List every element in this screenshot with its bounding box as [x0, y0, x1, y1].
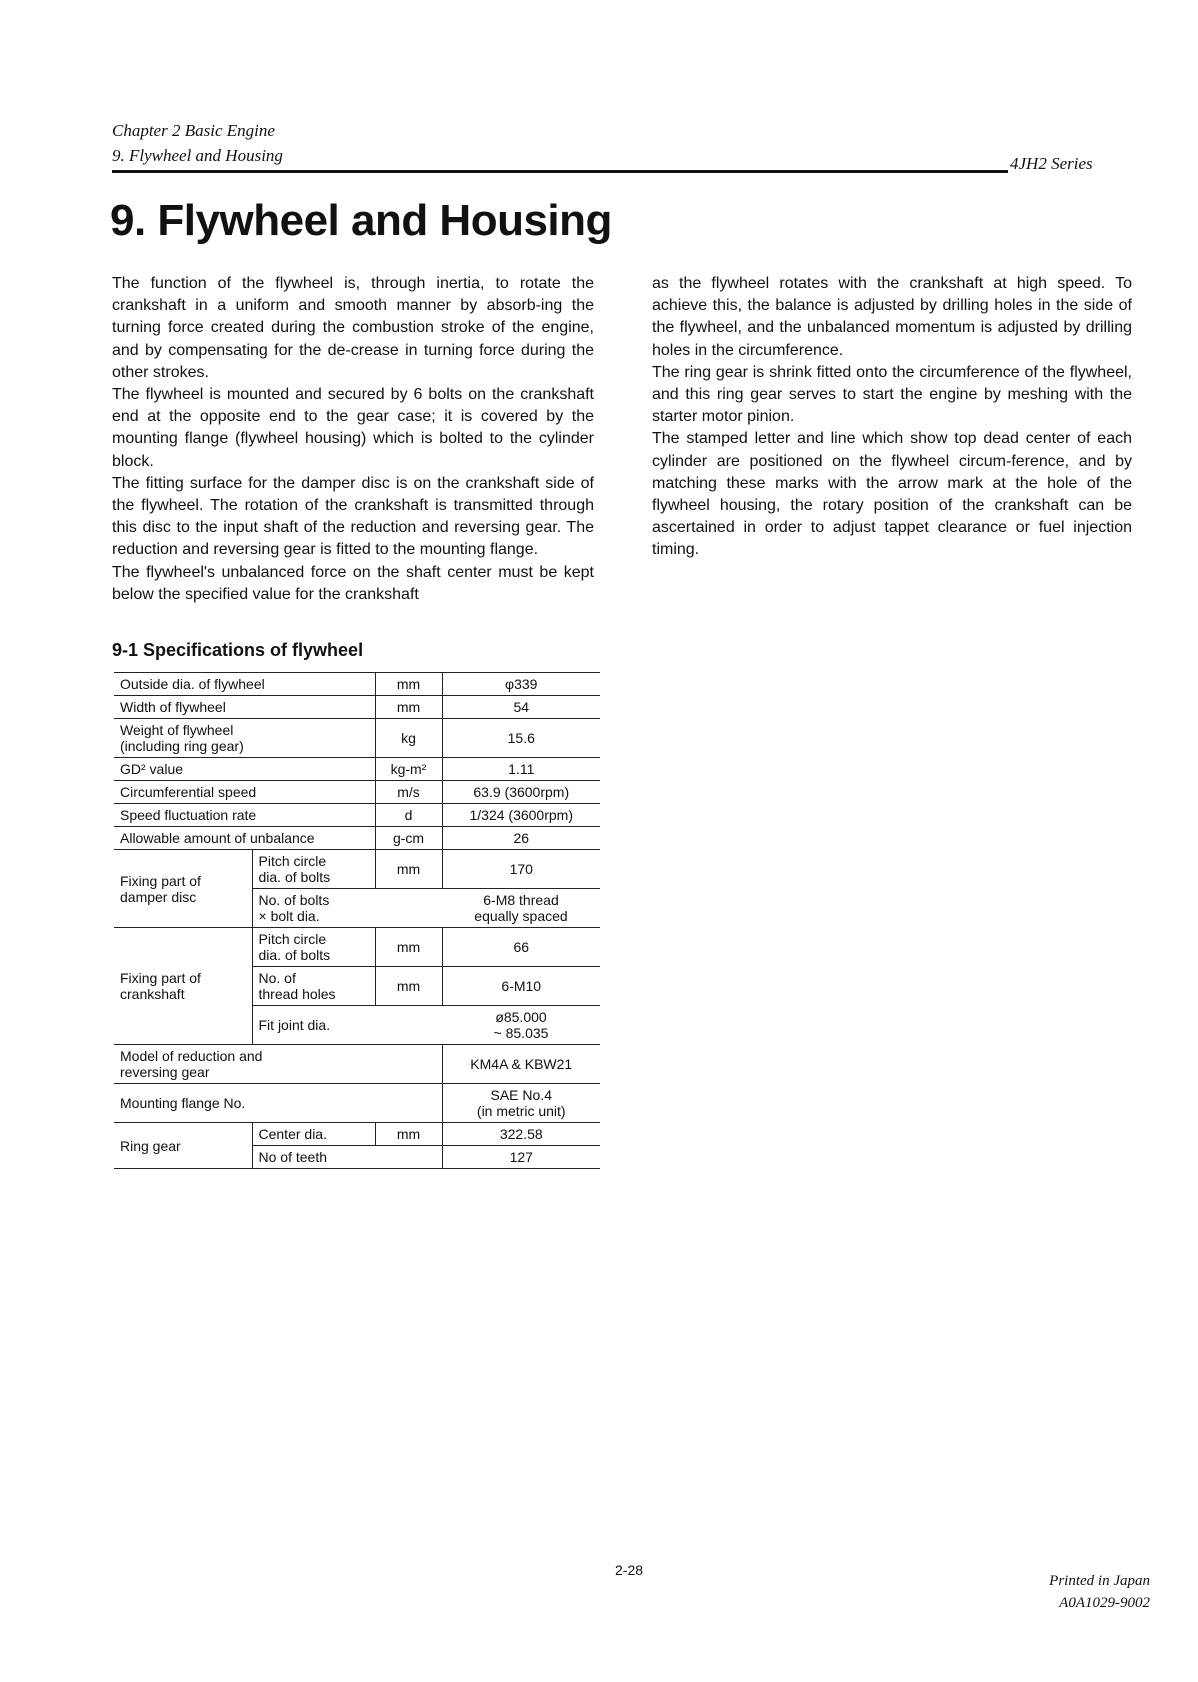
page-number: 2-28	[615, 1562, 644, 1578]
spec-heading: 9-1 Specifications of flywheel	[112, 640, 364, 660]
spec-label: Allowable amount of unbalance	[114, 827, 375, 850]
spec-label: Speed fluctuation rate	[114, 804, 375, 827]
spec-value: KM4A & KBW21	[442, 1045, 600, 1084]
spec-unit: mm	[375, 850, 442, 889]
spec-value: 54	[442, 696, 600, 719]
table-row	[114, 758, 600, 781]
chapter-label: Chapter 2 Basic Engine	[112, 121, 275, 140]
spec-label: Model of reduction and reversing gear	[114, 1045, 442, 1084]
spec-label: No. of thread holes	[252, 967, 375, 1006]
spec-unit: mm	[375, 673, 442, 696]
spec-value: φ339	[442, 673, 600, 696]
spec-label: GD² value	[114, 758, 375, 781]
spec-unit: mm	[375, 928, 442, 967]
spec-value: 66	[442, 928, 600, 967]
spec-value: 63.9 (3600rpm)	[442, 781, 600, 804]
spec-value: 15.6	[442, 719, 600, 758]
spec-label: No of teeth	[252, 1146, 442, 1169]
paragraph: The function of the flywheel is, through inertia, to rotate the crankshaft in a uniform and smooth manner by absorb-ing the turning force created during the combustion stroke of the engine, and by compensating for the de-crease in turning force during the other strokes.	[112, 275, 594, 381]
spec-value: SAE No.4 (in metric unit)	[442, 1084, 600, 1123]
spec-value: 1.11	[442, 758, 600, 781]
table-row	[114, 696, 600, 719]
spec-value: 1/324 (3600rpm)	[442, 804, 600, 827]
spec-unit: mm	[375, 696, 442, 719]
print-info	[1000, 1570, 1150, 1614]
table-row	[114, 1045, 600, 1084]
group-label-crankshaft: Fixing part of crankshaft	[114, 928, 252, 1045]
spec-unit: g-cm	[375, 827, 442, 850]
running-header	[112, 118, 283, 168]
document-code: A0A1029-9002	[1059, 1595, 1150, 1611]
spec-value: 6-M8 thread equally spaced	[442, 889, 600, 928]
paragraph: The flywheel's unbalanced force on the shaft center must be kept below the specified value for the crankshaft	[112, 563, 594, 603]
group-label-ring-gear: Ring gear	[114, 1123, 252, 1169]
spec-label: Weight of flywheel (including ring gear)	[114, 719, 375, 758]
spec-unit: mm	[375, 967, 442, 1006]
paragraph: The stamped letter and line which show top dead center of each cylinder are positioned on the flywheel circum-ference, and by matching these marks with the arrow mark at the hole of the flywheel housing, the rotary position of the crankshaft can be ascertained in order to adjust tappet clearance or fuel injection timing.	[652, 430, 1132, 559]
group-label-damper: Fixing part of damper disc	[114, 850, 252, 928]
spec-unit: kg	[375, 719, 442, 758]
paragraph: The ring gear is shrink fitted onto the circumference of the flywheel, and this ring gear serves to start the engine by meshing with the starter motor pinion.	[652, 363, 1132, 426]
page-title: 9. Flywheel and Housing	[110, 196, 612, 245]
section-label: 9. Flywheel and Housing	[112, 146, 283, 165]
spec-value: ø85.000 ~ 85.035	[442, 1006, 600, 1045]
table-row	[114, 827, 600, 850]
paragraph: The flywheel is mounted and secured by 6 bolts on the crankshaft end at the opposite end to the gear case; it is covered by the mounting flange (flywheel housing) which is bolted to the cylinder block.	[112, 386, 594, 470]
table-row	[114, 781, 600, 804]
spec-label: Fit joint dia.	[252, 1006, 442, 1045]
spec-unit: d	[375, 804, 442, 827]
spec-value: 6-M10	[442, 967, 600, 1006]
spec-value: 127	[442, 1146, 600, 1169]
header-rule	[112, 170, 1008, 173]
table-row	[114, 673, 600, 696]
spec-value: 322.58	[442, 1123, 600, 1146]
spec-label: No. of bolts × bolt dia.	[252, 889, 442, 928]
paragraph: The fitting surface for the damper disc is on the crankshaft side of the flywheel. The rotation of the crankshaft is transmitted through this disc to the input shaft of the reduction and reversing gear. The reduction and reversing gear is fitted to the mounting flange.	[112, 474, 594, 559]
spec-label: Circumferential speed	[114, 781, 375, 804]
table-row	[114, 719, 600, 758]
left-column	[112, 273, 594, 606]
table-row	[114, 804, 600, 827]
spec-label: Width of flywheel	[114, 696, 375, 719]
spec-label: Outside dia. of flywheel	[114, 673, 375, 696]
spec-unit: m/s	[375, 781, 442, 804]
table-row	[114, 850, 600, 889]
spec-unit: mm	[375, 1123, 442, 1146]
paragraph: as the flywheel rotates with the crankshaft at high speed. To achieve this, the balance is adjusted by drilling holes in the side of the flywheel, and the unbalanced momentum is adjusted by drilling holes in the circumference.	[652, 275, 1132, 359]
table-row	[114, 1123, 600, 1146]
table-row	[114, 1084, 600, 1123]
table-row	[114, 928, 600, 967]
spec-value: 170	[442, 850, 600, 889]
right-column	[652, 273, 1132, 562]
spec-label: Pitch circle dia. of bolts	[252, 928, 375, 967]
spec-label: Pitch circle dia. of bolts	[252, 850, 375, 889]
spec-label: Center dia.	[252, 1123, 375, 1146]
spec-table	[114, 672, 600, 1169]
spec-value: 26	[442, 827, 600, 850]
spec-label: Mounting flange No.	[114, 1084, 442, 1123]
printed-label: Printed in Japan	[1049, 1573, 1150, 1589]
spec-unit: kg-m²	[375, 758, 442, 781]
series-label: 4JH2 Series	[1010, 154, 1093, 173]
